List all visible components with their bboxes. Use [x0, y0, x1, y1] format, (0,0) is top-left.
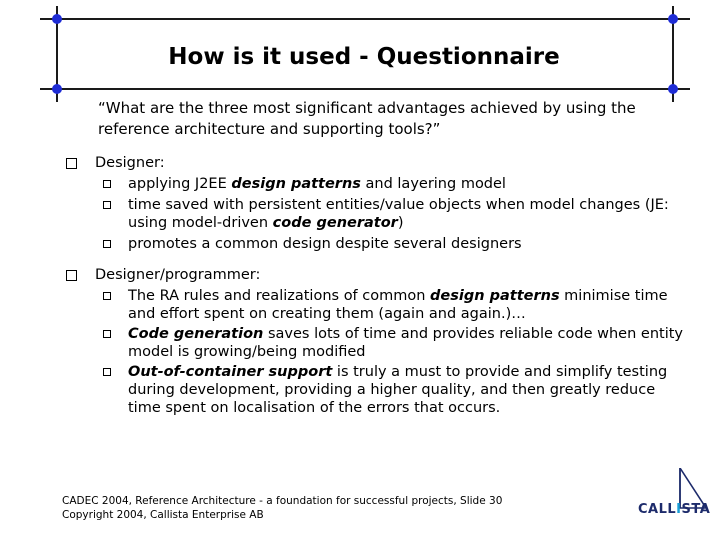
- frame-corner-dot-top-right: [668, 14, 678, 24]
- bullet-item: [128, 175, 688, 193]
- bullet-item: [128, 235, 688, 253]
- bullet-text: saves lots of time and provides reliable code when entity model is growing/being modified: [128, 326, 683, 360]
- sub-bullet-square-icon: [103, 240, 111, 248]
- sub-bullet-square-icon: [103, 201, 111, 209]
- sub-bullet-square-icon: [103, 330, 111, 338]
- section-heading-designer: Designer:: [95, 155, 165, 171]
- bullet-item: [128, 325, 688, 361]
- bullet-text: promotes a common design despite several designers: [128, 236, 522, 252]
- bullet-emphasis: design patterns: [231, 176, 361, 192]
- bullet-text: The RA rules and realizations of common: [128, 288, 431, 304]
- footer-line-event: CADEC 2004, Reference Architecture - a foundation for successful projects, Slide 30: [62, 495, 503, 507]
- sub-bullet-square-icon: [103, 180, 111, 188]
- sub-bullet-square-icon: [103, 368, 111, 376]
- bullet-emphasis: code generator: [272, 215, 398, 231]
- bullet-item: [128, 287, 673, 323]
- logo-text-accent: I: [676, 502, 682, 517]
- footer-line-copyright: Copyright 2004, Callista Enterprise AB: [62, 509, 264, 521]
- frame-corner-dot-top-left: [52, 14, 62, 24]
- bullet-text: is truly a must to provide and simplify testing during development, providing a higher quality, and then greatly reduce time spent on localisation of the errors that occurs.: [128, 364, 668, 416]
- bullet-emphasis: Out-of-container support: [128, 364, 333, 380]
- bullet-emphasis: design patterns: [430, 288, 560, 304]
- bullet-item: [128, 196, 678, 232]
- logo-text-part: STA: [681, 502, 711, 517]
- bullet-item: [128, 363, 673, 417]
- frame-corner-dot-bottom-right: [668, 84, 678, 94]
- bullet-emphasis: Code generation: [128, 326, 264, 342]
- questionnaire-quote: “What are the three most significant advantages achieved by using the reference architecture and supporting tools?”: [98, 99, 636, 138]
- section-heading-designer-programmer: Designer/programmer:: [95, 267, 261, 283]
- bullet-text: and layering model: [360, 176, 506, 192]
- logo-wordmark: [638, 502, 710, 517]
- bullet-text: time saved with persistent entities/value objects when model changes (JE: using model-driven: [128, 197, 669, 231]
- section-bullet-square-icon: [66, 270, 77, 281]
- bullet-text: ): [397, 215, 404, 231]
- bullet-text: minimise time and effort spent on creating them (again and again.)…: [128, 288, 668, 322]
- slide-title: How is it used - Questionnaire: [168, 44, 560, 70]
- frame-top-extension: [40, 18, 690, 20]
- bullet-text: applying J2EE: [128, 176, 232, 192]
- frame-corner-dot-bottom-left: [52, 84, 62, 94]
- logo-text-part: CALL: [638, 502, 677, 517]
- slide-footer: [62, 494, 502, 522]
- frame-bottom-extension: [40, 88, 690, 90]
- section-bullet-square-icon: [66, 158, 77, 169]
- sub-bullet-square-icon: [103, 292, 111, 300]
